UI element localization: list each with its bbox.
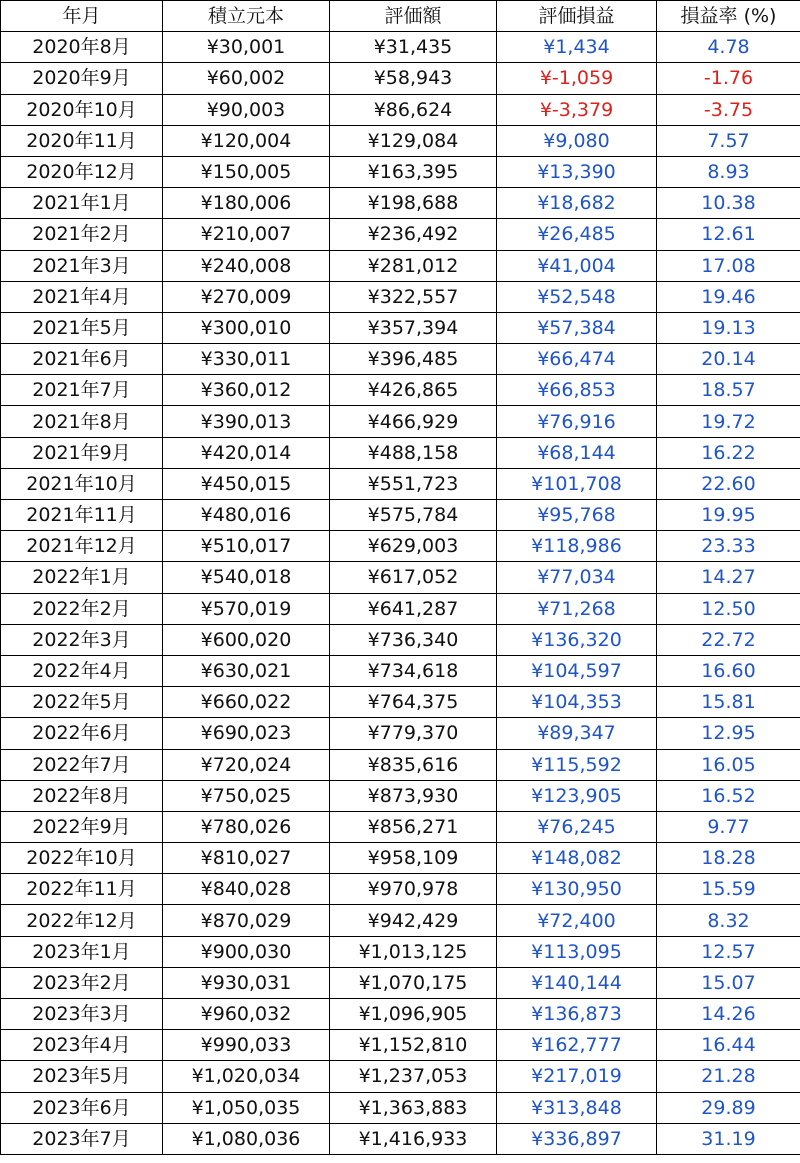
cell-gain: ¥13,390 (497, 156, 657, 187)
cell-rate: 8.93 (657, 156, 800, 187)
header-gain: 評価損益 (497, 1, 657, 32)
cell-rate: 16.52 (657, 780, 800, 811)
cell-principal: ¥480,016 (163, 500, 330, 531)
cell-value: ¥58,943 (330, 63, 497, 94)
cell-month: 2022年1月 (1, 562, 163, 593)
cell-value: ¥281,012 (330, 250, 497, 281)
cell-principal: ¥420,014 (163, 437, 330, 468)
cell-rate: 8.32 (657, 905, 800, 936)
header-row (1, 1, 800, 32)
cell-principal: ¥660,022 (163, 687, 330, 718)
cell-value: ¥488,158 (330, 437, 497, 468)
cell-month: 2021年3月 (1, 250, 163, 281)
cell-principal: ¥330,011 (163, 344, 330, 375)
cell-rate: 12.57 (657, 936, 800, 967)
cell-rate: 20.14 (657, 344, 800, 375)
table-row (1, 32, 800, 63)
cell-month: 2021年1月 (1, 188, 163, 219)
table-row (1, 811, 800, 842)
header-principal: 積立元本 (163, 1, 330, 32)
cell-gain: ¥217,019 (497, 1061, 657, 1092)
cell-month: 2022年10月 (1, 843, 163, 874)
table-row (1, 655, 800, 686)
table-row (1, 63, 800, 94)
cell-rate: 22.60 (657, 468, 800, 499)
cell-rate: 16.44 (657, 1030, 800, 1061)
cell-rate: 12.50 (657, 593, 800, 624)
cell-gain: ¥336,897 (497, 1123, 657, 1154)
cell-principal: ¥690,023 (163, 718, 330, 749)
cell-month: 2021年9月 (1, 437, 163, 468)
cell-month: 2022年12月 (1, 905, 163, 936)
cell-value: ¥779,370 (330, 718, 497, 749)
cell-gain: ¥76,916 (497, 406, 657, 437)
cell-principal: ¥870,029 (163, 905, 330, 936)
cell-month: 2022年3月 (1, 624, 163, 655)
cell-rate: 19.95 (657, 500, 800, 531)
cell-principal: ¥810,027 (163, 843, 330, 874)
cell-rate: 16.05 (657, 749, 800, 780)
cell-month: 2022年8月 (1, 780, 163, 811)
cell-value: ¥129,084 (330, 125, 497, 156)
cell-month: 2023年5月 (1, 1061, 163, 1092)
cell-month: 2022年9月 (1, 811, 163, 842)
cell-principal: ¥90,003 (163, 94, 330, 125)
cell-rate: -1.76 (657, 63, 800, 94)
cell-principal: ¥780,026 (163, 811, 330, 842)
cell-rate: 23.33 (657, 531, 800, 562)
cell-value: ¥86,624 (330, 94, 497, 125)
cell-value: ¥617,052 (330, 562, 497, 593)
cell-rate: 9.77 (657, 811, 800, 842)
table-row (1, 749, 800, 780)
cell-value: ¥426,865 (330, 375, 497, 406)
cell-gain: ¥57,384 (497, 312, 657, 343)
cell-gain: ¥41,004 (497, 250, 657, 281)
cell-value: ¥970,978 (330, 874, 497, 905)
cell-rate: 17.08 (657, 250, 800, 281)
cell-principal: ¥180,006 (163, 188, 330, 219)
cell-month: 2023年1月 (1, 936, 163, 967)
cell-value: ¥163,395 (330, 156, 497, 187)
cell-gain: ¥66,853 (497, 375, 657, 406)
cell-value: ¥357,394 (330, 312, 497, 343)
cell-value: ¥873,930 (330, 780, 497, 811)
cell-rate: 14.27 (657, 562, 800, 593)
table-body (1, 32, 800, 1155)
cell-value: ¥736,340 (330, 624, 497, 655)
cell-rate: 29.89 (657, 1092, 800, 1123)
cell-rate: 16.60 (657, 655, 800, 686)
cell-gain: ¥89,347 (497, 718, 657, 749)
table-row (1, 437, 800, 468)
cell-month: 2022年7月 (1, 749, 163, 780)
cell-gain: ¥104,597 (497, 655, 657, 686)
cell-rate: 4.78 (657, 32, 800, 63)
cell-rate: 19.13 (657, 312, 800, 343)
cell-gain: ¥104,353 (497, 687, 657, 718)
table-row (1, 1030, 800, 1061)
table-row (1, 406, 800, 437)
table-row (1, 780, 800, 811)
cell-value: ¥629,003 (330, 531, 497, 562)
header-value: 評価額 (330, 1, 497, 32)
cell-month: 2023年7月 (1, 1123, 163, 1154)
cell-month: 2023年4月 (1, 1030, 163, 1061)
cell-principal: ¥60,002 (163, 63, 330, 94)
cell-value: ¥856,271 (330, 811, 497, 842)
cell-principal: ¥30,001 (163, 32, 330, 63)
cell-gain: ¥130,950 (497, 874, 657, 905)
cell-gain: ¥313,848 (497, 1092, 657, 1123)
cell-month: 2022年11月 (1, 874, 163, 905)
table-row (1, 468, 800, 499)
table-row (1, 999, 800, 1030)
cell-value: ¥641,287 (330, 593, 497, 624)
table-row (1, 593, 800, 624)
cell-principal: ¥120,004 (163, 125, 330, 156)
cell-rate: 12.61 (657, 219, 800, 250)
cell-gain: ¥52,548 (497, 281, 657, 312)
cell-gain: ¥76,245 (497, 811, 657, 842)
cell-value: ¥958,109 (330, 843, 497, 874)
cell-value: ¥396,485 (330, 344, 497, 375)
cell-principal: ¥150,005 (163, 156, 330, 187)
cell-rate: 22.72 (657, 624, 800, 655)
cell-principal: ¥720,024 (163, 749, 330, 780)
table-row (1, 1092, 800, 1123)
cell-month: 2020年8月 (1, 32, 163, 63)
cell-rate: 15.59 (657, 874, 800, 905)
cell-month: 2020年11月 (1, 125, 163, 156)
cell-rate: 12.95 (657, 718, 800, 749)
table-row (1, 500, 800, 531)
table-row (1, 375, 800, 406)
cell-principal: ¥240,008 (163, 250, 330, 281)
table-row (1, 219, 800, 250)
table-row (1, 125, 800, 156)
cell-rate: 21.28 (657, 1061, 800, 1092)
cell-rate: 31.19 (657, 1123, 800, 1154)
table-row (1, 718, 800, 749)
table-row (1, 531, 800, 562)
cell-principal: ¥1,080,036 (163, 1123, 330, 1154)
cell-gain: ¥118,986 (497, 531, 657, 562)
cell-value: ¥1,070,175 (330, 967, 497, 998)
cell-rate: 7.57 (657, 125, 800, 156)
cell-rate: 10.38 (657, 188, 800, 219)
cell-gain: ¥9,080 (497, 125, 657, 156)
table-row (1, 94, 800, 125)
table-row (1, 250, 800, 281)
cell-value: ¥1,096,905 (330, 999, 497, 1030)
cell-gain: ¥-1,059 (497, 63, 657, 94)
cell-principal: ¥570,019 (163, 593, 330, 624)
cell-principal: ¥990,033 (163, 1030, 330, 1061)
cell-value: ¥764,375 (330, 687, 497, 718)
cell-month: 2021年7月 (1, 375, 163, 406)
cell-month: 2022年4月 (1, 655, 163, 686)
cell-gain: ¥162,777 (497, 1030, 657, 1061)
cell-value: ¥1,416,933 (330, 1123, 497, 1154)
cell-month: 2023年3月 (1, 999, 163, 1030)
table-row (1, 874, 800, 905)
cell-rate: 16.22 (657, 437, 800, 468)
cell-principal: ¥540,018 (163, 562, 330, 593)
cell-rate: 15.81 (657, 687, 800, 718)
cell-rate: -3.75 (657, 94, 800, 125)
table-row (1, 344, 800, 375)
cell-principal: ¥210,007 (163, 219, 330, 250)
cell-month: 2023年6月 (1, 1092, 163, 1123)
cell-month: 2021年6月 (1, 344, 163, 375)
cell-month: 2021年5月 (1, 312, 163, 343)
table-row (1, 1061, 800, 1092)
cell-principal: ¥300,010 (163, 312, 330, 343)
cell-month: 2023年2月 (1, 967, 163, 998)
table-row (1, 562, 800, 593)
cell-month: 2020年12月 (1, 156, 163, 187)
cell-month: 2020年10月 (1, 94, 163, 125)
table-row (1, 312, 800, 343)
cell-gain: ¥101,708 (497, 468, 657, 499)
cell-gain: ¥-3,379 (497, 94, 657, 125)
cell-rate: 18.28 (657, 843, 800, 874)
cell-principal: ¥630,021 (163, 655, 330, 686)
cell-principal: ¥750,025 (163, 780, 330, 811)
cell-gain: ¥77,034 (497, 562, 657, 593)
cell-rate: 18.57 (657, 375, 800, 406)
cell-rate: 15.07 (657, 967, 800, 998)
cell-gain: ¥115,592 (497, 749, 657, 780)
cell-value: ¥31,435 (330, 32, 497, 63)
cell-principal: ¥390,013 (163, 406, 330, 437)
cell-gain: ¥123,905 (497, 780, 657, 811)
cell-gain: ¥71,268 (497, 593, 657, 624)
cell-gain: ¥136,320 (497, 624, 657, 655)
table-row (1, 1123, 800, 1154)
cell-value: ¥198,688 (330, 188, 497, 219)
table-row (1, 936, 800, 967)
cell-principal: ¥510,017 (163, 531, 330, 562)
cell-value: ¥1,152,810 (330, 1030, 497, 1061)
cell-month: 2021年10月 (1, 468, 163, 499)
cell-principal: ¥450,015 (163, 468, 330, 499)
cell-month: 2020年9月 (1, 63, 163, 94)
cell-value: ¥322,557 (330, 281, 497, 312)
cell-gain: ¥66,474 (497, 344, 657, 375)
cell-value: ¥551,723 (330, 468, 497, 499)
cell-month: 2021年8月 (1, 406, 163, 437)
cell-gain: ¥26,485 (497, 219, 657, 250)
cell-gain: ¥72,400 (497, 905, 657, 936)
cell-gain: ¥68,144 (497, 437, 657, 468)
cell-month: 2022年6月 (1, 718, 163, 749)
cell-rate: 19.46 (657, 281, 800, 312)
cell-principal: ¥360,012 (163, 375, 330, 406)
cell-principal: ¥1,050,035 (163, 1092, 330, 1123)
cell-value: ¥1,013,125 (330, 936, 497, 967)
cell-principal: ¥270,009 (163, 281, 330, 312)
cell-month: 2021年12月 (1, 531, 163, 562)
cell-value: ¥575,784 (330, 500, 497, 531)
cell-principal: ¥960,032 (163, 999, 330, 1030)
table-row (1, 188, 800, 219)
table-row (1, 624, 800, 655)
cell-gain: ¥148,082 (497, 843, 657, 874)
table-row (1, 156, 800, 187)
cell-value: ¥236,492 (330, 219, 497, 250)
table-row (1, 687, 800, 718)
cell-month: 2022年5月 (1, 687, 163, 718)
cell-gain: ¥136,873 (497, 999, 657, 1030)
cell-principal: ¥1,020,034 (163, 1061, 330, 1092)
header-month: 年月 (1, 1, 163, 32)
cell-value: ¥835,616 (330, 749, 497, 780)
cell-gain: ¥1,434 (497, 32, 657, 63)
cell-gain: ¥95,768 (497, 500, 657, 531)
cell-value: ¥1,363,883 (330, 1092, 497, 1123)
cell-value: ¥942,429 (330, 905, 497, 936)
cell-value: ¥1,237,053 (330, 1061, 497, 1092)
cell-rate: 19.72 (657, 406, 800, 437)
table-row (1, 843, 800, 874)
table-row (1, 281, 800, 312)
cell-principal: ¥930,031 (163, 967, 330, 998)
cell-month: 2021年11月 (1, 500, 163, 531)
cell-month: 2022年2月 (1, 593, 163, 624)
table-row (1, 967, 800, 998)
cell-value: ¥466,929 (330, 406, 497, 437)
cell-principal: ¥840,028 (163, 874, 330, 905)
cell-rate: 14.26 (657, 999, 800, 1030)
header-rate: 損益率 (%) (657, 1, 800, 32)
cell-gain: ¥140,144 (497, 967, 657, 998)
cell-month: 2021年2月 (1, 219, 163, 250)
cell-principal: ¥600,020 (163, 624, 330, 655)
table-row (1, 905, 800, 936)
cell-value: ¥734,618 (330, 655, 497, 686)
cell-month: 2021年4月 (1, 281, 163, 312)
cell-principal: ¥900,030 (163, 936, 330, 967)
cell-gain: ¥18,682 (497, 188, 657, 219)
cell-gain: ¥113,095 (497, 936, 657, 967)
